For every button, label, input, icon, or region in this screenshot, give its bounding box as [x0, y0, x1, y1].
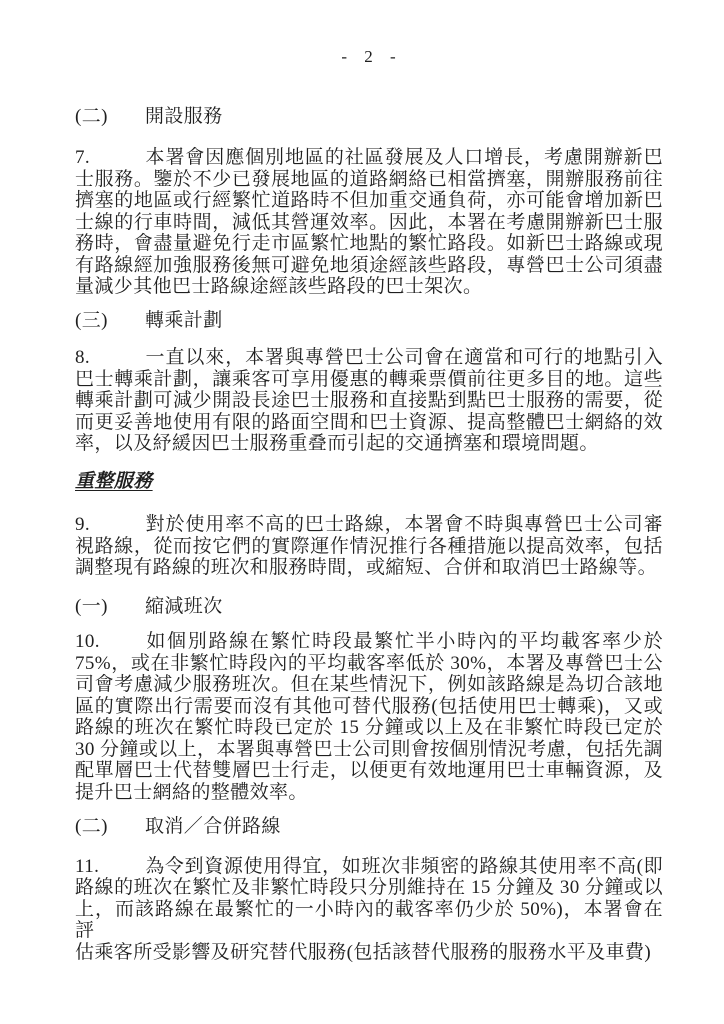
text-line: 調整現有路線的班次和服務時間，或縮短、合併和取消巴士路線等。: [75, 557, 658, 578]
text-line: 路線的班次在繁忙及非繁忙時段只分別維持在 15 分鐘及 30 分鐘或以: [75, 877, 663, 898]
text-line: 上，而該路線在最繁忙的一小時內的載客率仍少於 50%)，本署會在評: [75, 898, 663, 941]
text-line: [75, 347, 663, 369]
text-line: 提升巴士網絡的整體效率。: [75, 781, 308, 803]
text-line: 巴士轉乘計劃，讓乘客可享用優惠的轉乘票價前往更多目的地。這些: [75, 368, 663, 390]
text-line: 配單層巴士代替雙層巴士行走，以便更有效地運用巴士車輛資源，及: [75, 760, 663, 781]
section-label: (二): [75, 105, 108, 127]
paragraph-number: 7.: [75, 147, 91, 168]
text-line-content: 本署會因應個別地區的社區發展及人口增長，考慮開辦新巴: [145, 147, 663, 168]
text-line: [75, 147, 663, 169]
section-heading-cancel-merge-routes: [75, 816, 663, 838]
paragraph-7: [75, 147, 663, 298]
paragraph-number: 11.: [75, 855, 100, 877]
text-line: 轉乘計劃可減少開設長途巴士服務和直接點到點巴士服務的需要，從: [75, 390, 663, 411]
text-line-content: 對於使用率不高的巴士路線，本署會不時與專營巴士公司審: [145, 514, 663, 535]
text-line: 有路線經加強服務後無可避免地須途經該些路段，專營巴士公司須盡: [75, 254, 663, 276]
text-line-content: 一直以來，本署與專營巴士公司會在適當和可行的地點引入: [145, 347, 663, 368]
paragraph-9: [75, 514, 663, 579]
text-line: [75, 856, 663, 878]
text-line: 務時，會盡量避免行走市區繁忙地點的繁忙路段。如新巴士路線或現: [75, 233, 663, 254]
text-line-content: 如個別路線在繁忙時段最繁忙半小時內的平均載客率少於: [145, 631, 663, 652]
section-label: (一): [75, 595, 108, 617]
text-line: 區的實際出行需要而沒有其他可替代服務(包括使用巴士轉乘)，又或: [75, 695, 663, 717]
text-line: [75, 514, 663, 536]
section-heading-service-restructure: [75, 471, 663, 493]
text-line: 率，以及紓緩因巴士服務重叠而引起的交通擠塞和環境問題。: [75, 433, 599, 454]
section-title: 開設服務: [145, 105, 223, 127]
paragraph-number: 10.: [75, 631, 100, 652]
section-heading-open-service: [75, 106, 663, 128]
restructure-heading-text: 重整服務: [75, 470, 153, 492]
text-line: 擠塞的地區或行經繁忙道路時不但加重交通負荷，亦可能會增加新巴: [75, 190, 663, 211]
page-number: - 2 -: [341, 47, 397, 66]
section-label: (三): [75, 309, 108, 331]
text-line: 而更妥善地使用有限的路面空間和巴士資源、提高整體巴士網絡的效: [75, 411, 663, 433]
text-line: 司會考慮減少服務班次。但在某些情況下，例如該路線是為切合該地: [75, 674, 663, 695]
section-heading-transfer-scheme: [75, 310, 663, 332]
section-title: 轉乘計劃: [145, 309, 223, 331]
text-line: 75%，或在非繁忙時段內的平均載客率低於 30%，本署及專營巴士公: [75, 652, 663, 674]
text-line: 士線的行車時間，減低其營運效率。因此，本署在考慮開辦新巴士服: [75, 211, 663, 233]
paragraph-number: 9.: [75, 514, 91, 535]
paragraph-number: 8.: [75, 347, 91, 368]
text-line: 視路線，從而按它們的實際運作情況推行各種措施以提高效率，包括: [75, 535, 663, 557]
text-line: 量減少其他巴士路線途經該些路段的巴士架次。: [75, 276, 483, 297]
section-label: (二): [75, 816, 108, 837]
paragraph-11: [75, 856, 663, 964]
paragraph-10: [75, 631, 663, 803]
text-line: 路線的班次在繁忙時段已定於 15 分鐘或以上及在非繁忙時段已定於: [75, 717, 663, 738]
text-line-content: 為令到資源使用得宜，如班次非頻密的路線其使用率不高(即: [145, 855, 663, 877]
text-line: [75, 631, 663, 653]
section-heading-reduce-frequency: [75, 596, 663, 618]
section-title: 取消／合併路線: [145, 816, 281, 837]
section-title: 縮減班次: [145, 595, 223, 617]
paragraph-8: [75, 347, 663, 455]
text-line: 估乘客所受影響及研究替代服務(包括該替代服務的服務水平及車費): [75, 941, 652, 963]
text-line: 士服務。鑒於不少已發展地區的道路網絡已相當擠塞，開辦服務前往: [75, 168, 663, 190]
text-line: 30 分鐘或以上，本署與專營巴士公司則會按個別情況考慮，包括先調: [75, 738, 663, 760]
